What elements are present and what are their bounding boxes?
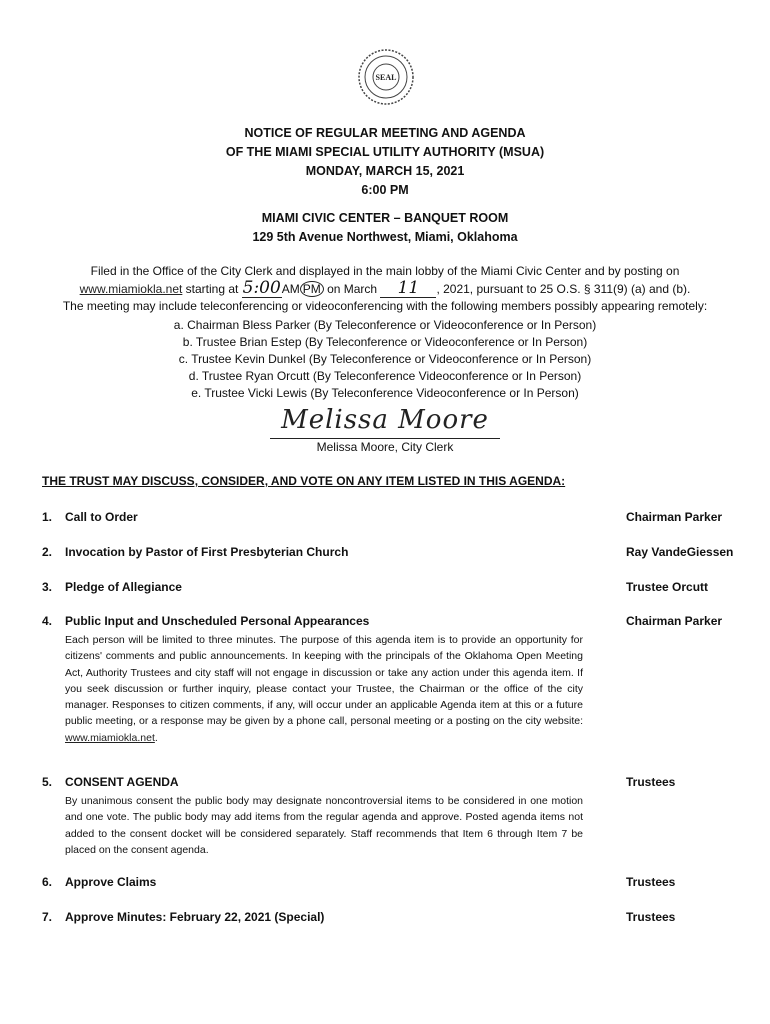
item-title: Pledge of Allegiance	[65, 580, 182, 594]
item-number: 1.	[42, 510, 53, 524]
website-link[interactable]: www.miamiokla.net	[79, 282, 183, 296]
item-title: Approve Minutes: February 22, 2021 (Special)	[65, 910, 325, 924]
meeting-location	[0, 209, 770, 247]
location-venue: MIAMI CIVIC CENTER – BANQUET ROOM	[261, 211, 509, 225]
item-title: Invocation by Pastor of First Presbyterian Church	[65, 545, 349, 559]
website-link[interactable]: www.miamiokla.net	[65, 731, 155, 744]
filing-line-3: The meeting may include teleconferencing or videoconferencing with the following members possibly appearing remotely:	[62, 299, 708, 313]
on-month-text: on March	[327, 282, 378, 296]
am-label: AM	[281, 282, 300, 296]
item-number: 4.	[42, 614, 53, 628]
member-item: c. Trustee Kevin Dunkel (By Teleconference or Videoconference or In Person)	[178, 352, 592, 366]
item-presenter: Trustees	[626, 910, 676, 924]
starting-at-text: starting at	[182, 282, 242, 296]
meeting-time: 6:00 PM	[361, 183, 409, 197]
notice-title: NOTICE OF REGULAR MEETING AND AGENDA	[244, 126, 526, 140]
handwritten-day: 11	[380, 280, 436, 298]
item-description-end: .	[154, 731, 158, 744]
city-seal	[355, 48, 417, 106]
meeting-date: MONDAY, MARCH 15, 2021	[305, 164, 465, 178]
item-presenter: Ray VandeGiessen	[626, 545, 734, 559]
agenda-heading: THE TRUST MAY DISCUSS, CONSIDER, AND VOTE ON ANY ITEM LISTED IN THIS AGENDA:	[42, 474, 566, 488]
member-item: e. Trustee Vicki Lewis (By Teleconference Videoconference or In Person)	[191, 386, 579, 400]
item-title: Approve Claims	[65, 875, 157, 889]
statute-text: , 2021, pursuant to 25 O.S. § 311(9) (a) and (b).	[436, 282, 691, 296]
item-description: By unanimous consent the public body may designate noncontroversial items to be considered in one motion and one vote. The public body may add items from the regular agenda and approve. Posted agenda items not added to the consent docket will be considered separately. Staff recommends that Item 6 through Item 7 be placed on the consent agenda.	[65, 795, 583, 856]
item-title: Call to Order	[65, 510, 138, 524]
handwritten-signature: Melissa Moore	[270, 402, 500, 439]
item-number: 2.	[42, 545, 53, 559]
item-presenter: Trustee Orcutt	[626, 580, 709, 594]
filing-notice	[0, 263, 770, 315]
item-number: 6.	[42, 875, 53, 889]
location-address: 129 5th Avenue Northwest, Miami, Oklahoma	[252, 230, 518, 244]
seal-icon	[355, 48, 417, 106]
item-presenter: Chairman Parker	[626, 614, 723, 628]
item-title: CONSENT AGENDA	[65, 775, 179, 789]
item-number: 3.	[42, 580, 53, 594]
item-title: Public Input and Unscheduled Personal Appearances	[65, 614, 370, 628]
member-item: b. Trustee Brian Estep (By Teleconference or Videoconference or In Person)	[182, 335, 588, 349]
item-presenter: Trustees	[626, 775, 676, 789]
member-item: a. Chairman Bless Parker (By Teleconference or Videoconference or In Person)	[173, 318, 597, 332]
item-presenter: Chairman Parker	[626, 510, 723, 524]
item-presenter: Trustees	[626, 875, 676, 889]
pm-label-circled: PM	[300, 281, 324, 297]
item-number: 5.	[42, 775, 53, 789]
filing-line-1: Filed in the Office of the City Clerk and displayed in the main lobby of the Miami Civic Center and by posting on	[90, 264, 680, 278]
meeting-header	[0, 124, 770, 200]
member-item: d. Trustee Ryan Orcutt (By Teleconference Videoconference or In Person)	[188, 369, 582, 383]
seal-text: SEAL	[375, 73, 397, 82]
authority-name: OF THE MIAMI SPECIAL UTILITY AUTHORITY (MSUA)	[225, 145, 545, 159]
item-description-text: Each person will be limited to three minutes. The purpose of this agenda item is to provide an opportunity for citizens' comments and public announcements. In keeping with the principals of the Oklahoma Open Meeting Act, Authority Trustees and city staff will not engage in discussion or take any action under this agenda item. If you seek discussion or further inquiry, please contact your Trustee, the Chairman or the office of the city manager. Responses to citizen comments, if any, will occur under an applicable Agenda item at this or a future public meeting, or a response may be given by a phone call, personal meeting or a posting on the city website:	[65, 634, 583, 728]
clerk-name: Melissa Moore, City Clerk	[316, 440, 454, 454]
handwritten-time: 5:00	[242, 278, 281, 298]
item-description	[65, 632, 583, 746]
remote-members-list	[0, 317, 770, 402]
filing-line-2	[0, 280, 770, 298]
item-number: 7.	[42, 910, 53, 924]
